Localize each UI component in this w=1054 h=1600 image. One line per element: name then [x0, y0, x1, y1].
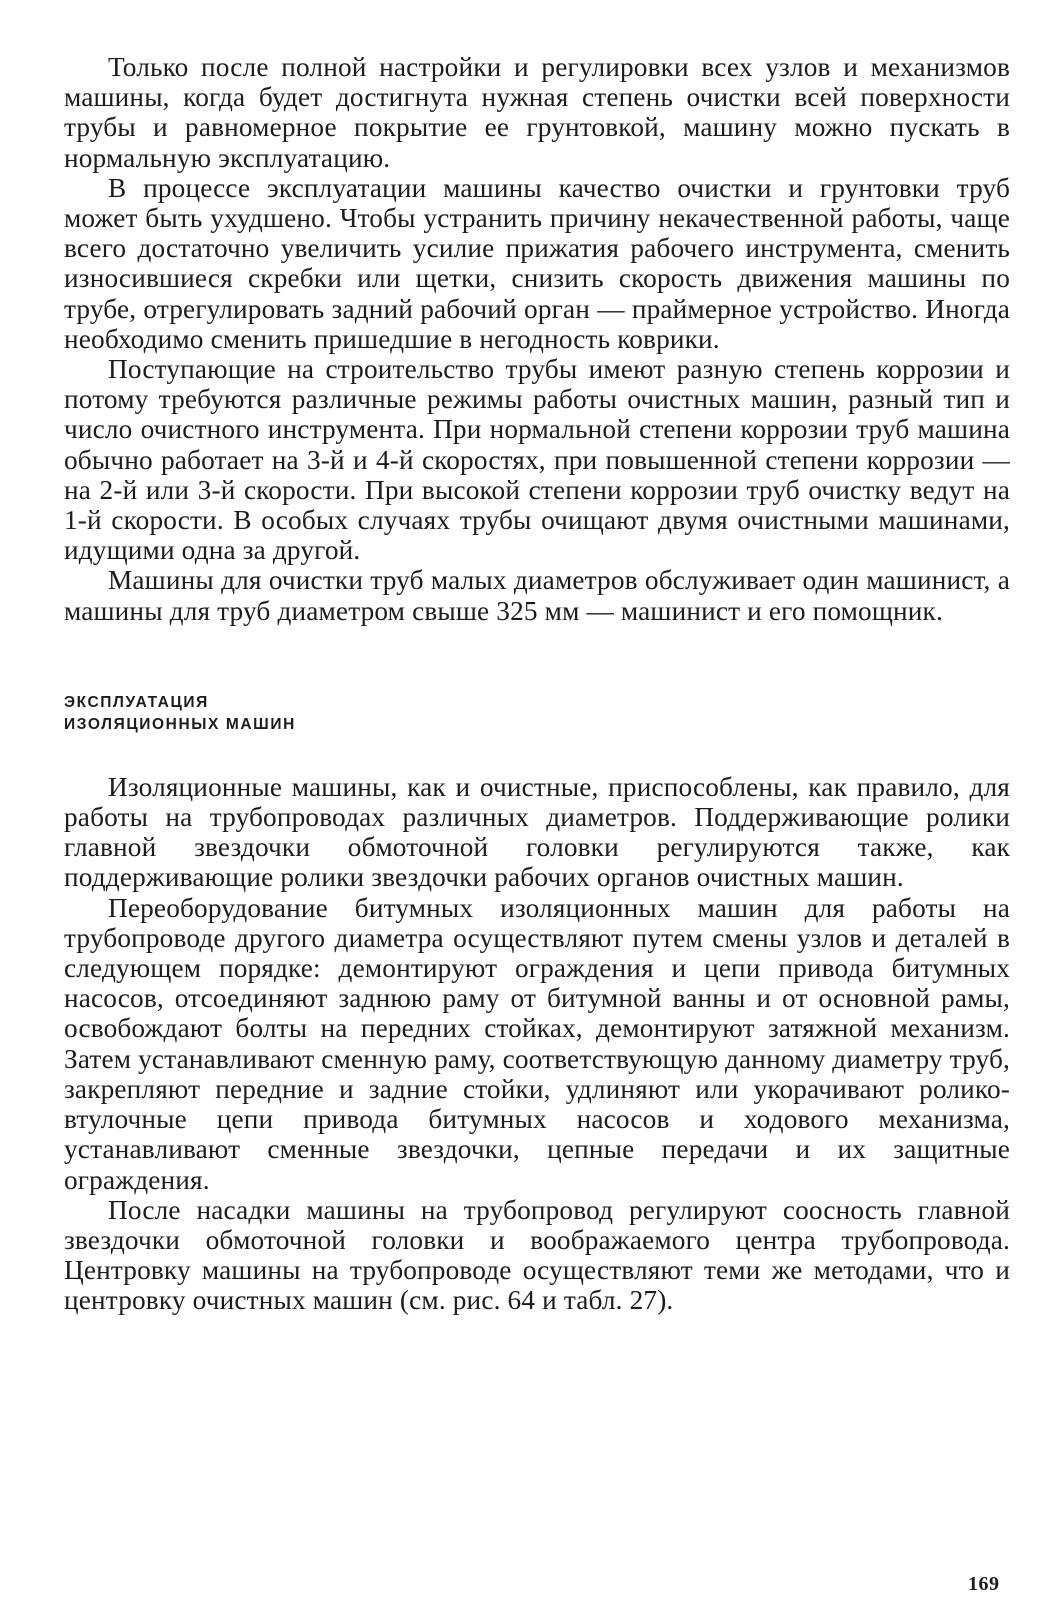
document-page — [64, 52, 1010, 1316]
paragraph: Изоляционные машины, как и очистные, приспособлены, как правило, для работы на трубопроводах различных диаметров. Поддерживающие ролики главной звездочки обмоточной головки регулируются также, как поддерживающие ролики звездочки рабочих органов очистных машин. — [64, 771, 1010, 893]
paragraph: Поступающие на строительство трубы имеют разную степень коррозии и потому требуются различные режимы работы очистных машин, разный тип и число очистного инструмента. При нормальной степени коррозии труб машина обычно работает на 3-й и 4-й скоростях, при повышенной степени коррозии — на 2-й или 3-й скорости. При высокой степени коррозии труб очистку ведут на 1-й скорости. В особых случаях трубы очищают двумя очистными машинами, идущими одна за другой. — [64, 354, 1010, 566]
paragraph: В процессе эксплуатации машины качество очистки и грунтовки труб может быть ухудшено. Чтобы устранить причину некачественной работы, чаще всего достаточно увеличить усилие прижатия рабочего инструмента, сменить износившиеся скребки или щетки, снизить скорость движения машины по трубе, отрегулировать задний рабочий орган — праймерное устройство. Иногда необходимо сменить пришедшие в негодность коврики. — [64, 172, 1010, 354]
paragraph: Машины для очистки труб малых диаметров обслуживает один машинист, а машины для труб диаметром свыше 325 мм — машинист и его помощник. — [64, 565, 1010, 626]
section-heading-line-2: ИЗОЛЯЦИОННЫХ МАШИН — [64, 715, 296, 733]
paragraph: После насадки машины на трубопровод регулируют соосность главной звездочки обмоточной головки и воображаемого центра трубопровода. Центровку машины на трубопроводе осуществляют теми же методами, что и центровку очистных машин (см. рис. 64 и табл. 27). — [64, 1194, 1010, 1316]
paragraph: Только после полной настройки и регулировки всех узлов и механизмов машины, когда будет достигнута нужная степень очистки всей поверхности трубы и равномерное покрытие ее грунтовкой, машину можно пускать в нормальную эксплуатацию. — [64, 52, 1010, 173]
section-heading-line-1: ЭКСПЛУАТАЦИЯ — [64, 693, 209, 711]
section-insulation-machines — [64, 772, 1010, 1316]
section-heading — [64, 692, 1010, 736]
page-number: 169 — [968, 1573, 1000, 1595]
paragraph: Переоборудование битумных изоляционных машин для работы на трубопроводе другого диаметра осуществляют путем смены узлов и деталей в следующем порядке: демонтируют ограждения и цепи привода битумных насосов, отсоединяют заднюю раму от битумной ванны и от основной рамы, освобождают болты на передних стойках, демонтируют затяжной механизм. Затем устанавливают сменную раму, соответствующую данному диаметру труб, закрепляют передние и задние стойки, удлиняют или укорачивают ролико-втулочные цепи привода битумных насосов и ходового механизма, устанавливают сменные звездочки, цепные передачи и их защитные ограждения. — [64, 892, 1010, 1195]
section-cleaning-operation — [64, 52, 1010, 626]
